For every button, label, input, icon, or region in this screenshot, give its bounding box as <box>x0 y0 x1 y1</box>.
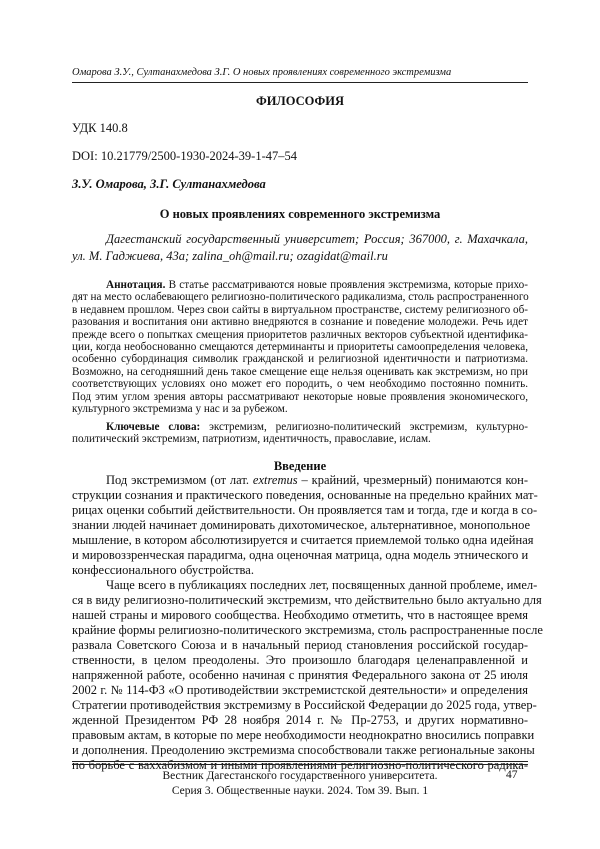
paragraph-line: рицах оценки событий действительности. Он проявляется там и тогда, где и когда в со- <box>72 503 538 517</box>
affiliation <box>72 231 528 265</box>
abstract-line: прежде всего о попытках смещения приоритетов различных векторов субъектной идентифика- <box>72 328 528 341</box>
abstract-line: соответствующих условиях оно может его породить, о чем необходимо постоянно помнить. <box>72 378 528 391</box>
footer-rule <box>72 761 528 762</box>
latin-term: extremus <box>252 473 298 487</box>
page-number: 47 <box>506 769 518 781</box>
abstract-line: культурного экстремизма у нас и за рубежом. <box>72 403 288 416</box>
abstract-line: дят на место ослабевающего религиозно-политического радикализма, столь распространенного <box>72 291 529 304</box>
footer-rule <box>72 764 528 765</box>
abstract-line: Аннотация. В статье рассматриваются новые проявления экстремизма, которые прихо- <box>106 279 528 291</box>
abstract-line: Под этим углом зрения авторы рассматривают некоторые новые проявления экономического, <box>72 390 528 403</box>
paragraph-line: знании людей начинает доминировать дихотомическое, альтернативное, монопольное <box>72 518 531 532</box>
abstract-line: особенно субординация символик гражданской и религиозной идентичности и патриотизма. <box>72 353 528 366</box>
paragraph-line: правовым актам, в которые по мере необходимости неоднократно вносились поправки <box>72 728 535 742</box>
article-title: О новых проявлениях современного экстремизма <box>159 207 441 221</box>
journal-issue: Серия 3. Общественные науки. 2024. Том 39. Вып. 1 <box>171 785 429 797</box>
paragraph-line: ственности, в целом преодолены. Это произошло благодаря целенаправленной и <box>72 653 528 667</box>
paragraph-line: струкции сознания и практического поведения, основанные на предельно крайних мат- <box>72 488 538 502</box>
abstract-line: ции, когда необоснованно смещаются детерминанты и приоритеты самоопределения человека, <box>72 341 528 354</box>
doi: DOI: 10.21779/2500-1930-2024-39-1-47–54 <box>72 149 297 163</box>
authors: З.У. Омарова, З.Г. Султанахмедова <box>72 177 266 191</box>
paragraph-line: Стратегии противодействия экстремизму в Российской Федерации до 2025 года, утвер- <box>72 698 537 712</box>
abstract-line: разования и воспитания они активно внедряются в сознание и поведение молодежи. Речь идет <box>72 316 528 329</box>
abstract-line: в недавнем прошлом. Через свои сайты в виртуальном пространстве, систему религиозного об- <box>72 303 528 316</box>
keywords <box>72 421 528 446</box>
keywords-line: Ключевые слова: экстремизм, религиозно-политический экстремизм, культурно- <box>106 421 528 433</box>
affiliation-line: Дагестанский государственный университет; Россия; 367000, г. Махачкала, <box>106 232 528 246</box>
paragraph-line: и дополнения. Преодолению экстремизма способствовали также региональные законы <box>72 743 535 757</box>
abstract-label: Аннотация. <box>106 279 166 291</box>
paragraph-line: мышление, в котором абсолютизируется и считается приемлемой только одна идейная <box>72 533 534 547</box>
paragraph-line: Чаще всего в публикациях последних лет, посвященных данной проблеме, имел- <box>106 578 538 592</box>
paragraph-line: 2002 г. № 114-ФЗ «О противодействии экстремистской деятельности» и определения <box>72 683 528 697</box>
paragraph-line: ся в виду религиозно-политический экстремизм, что действительно было актуально для <box>72 593 542 607</box>
keywords-line: политический экстремизм, патриотизм, идентичность, православие, ислам. <box>72 433 431 446</box>
udk-code: УДК 140.8 <box>72 121 128 135</box>
paragraph-line: жденной Президентом РФ 28 ноября 2014 г. № Пр-2753, и других нормативно- <box>72 713 528 727</box>
abstract <box>72 279 528 415</box>
section-title: ФИЛОСОФИЯ <box>255 94 345 108</box>
running-head: Омарова З.У., Султанахмедова З.Г. О новых проявлениях современного экстремизма <box>72 67 452 78</box>
affiliation-line: ул. М. Гаджиева, 43а; zalina_oh@mail.ru; ozagidat@mail.ru <box>72 249 388 263</box>
introduction-heading: Введение <box>273 459 327 473</box>
paragraph-line: напряженной работе, особенно начиная с принятия Федерального закона от 25 июля <box>72 668 528 682</box>
paragraph-line: крайние формы религиозно-политического экстремизма, столь распространенные после <box>72 623 543 637</box>
abstract-line: Возможно, на сегодняшний день такое смещение еще нельзя оценивать как экстремизм, но при <box>72 365 528 378</box>
paragraph-line: нашей страны и мирового сообщества. Необходимо отметить, что в настоящее время <box>72 608 528 622</box>
paragraph-line: и мировоззренческая парадигма, одна оценочная матрица, одна модель этнического и <box>72 548 529 562</box>
paragraph-line: Под экстремизмом (от лат. extremus – крайний, чрезмерный) понимаются кон- <box>106 473 528 487</box>
paragraph-line: конфессионального обустройства. <box>72 563 254 577</box>
keywords-label: Ключевые слова: <box>106 421 201 433</box>
header-rule <box>72 82 528 83</box>
paragraph-line: по борьбе с ваххабизмом и иными проявлениями религиозно-политического радика- <box>72 758 528 772</box>
journal-name: Вестник Дагестанского государственного университета. <box>162 770 438 782</box>
paragraph-line: развала Советского Союза и в начальный период становления российской государ- <box>72 638 528 652</box>
body-text <box>72 473 543 773</box>
